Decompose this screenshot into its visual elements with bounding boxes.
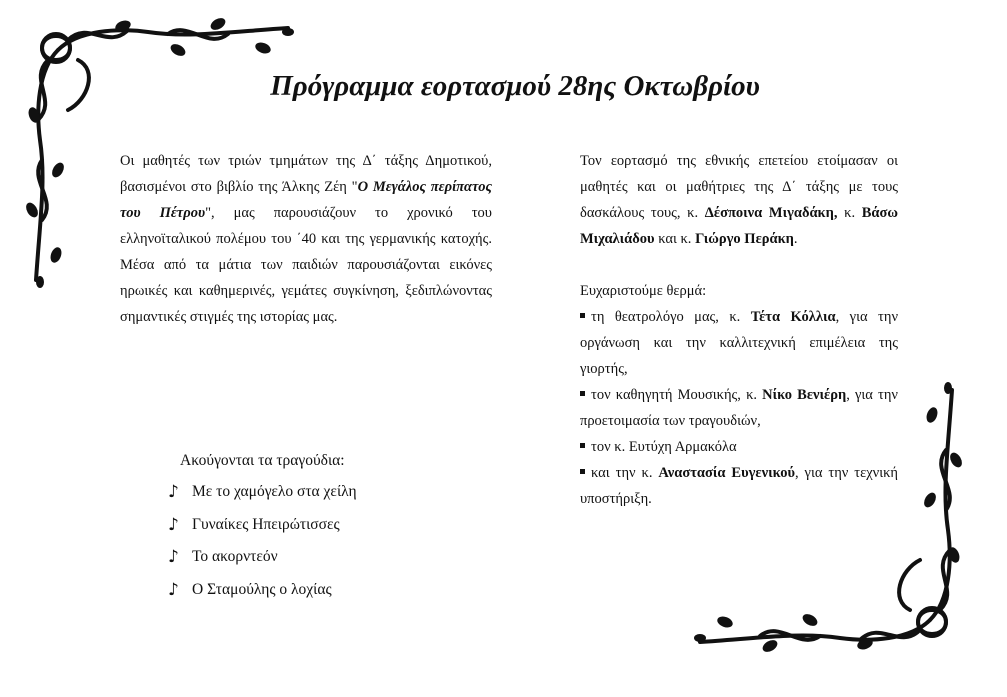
intro-text-1: Οι μαθητές των τριών τμημάτων της Δ΄ τάξης Δημοτικού, βασισμένοι στο βιβλίο της Άλκης Ζέη " [120,153,492,195]
teacher-name: Γιώργο Περάκη [695,231,794,247]
thanks-item: τον κ. Ευτύχη Αρμακόλα [580,434,898,460]
thanks-item: τον καθηγητή Μουσικής, κ. Νίκο Βενιέρη, για την προετοιμασία των τραγουδιών, [580,387,898,429]
bullet-icon [580,391,585,396]
songs-header: Ακούγονται τα τραγούδια: [180,452,345,469]
song-item: ♪ Γυναίκες Ηπειρώτισσες [168,509,357,542]
music-note-icon: ♪ [168,547,179,567]
page-title: Πρόγραμμα εορτασμού 28ης Οκτωβρίου [270,70,760,102]
thanks-item: τη θεατρολόγο μας, κ. Τέτα Κόλλια, για την οργάνωση και την καλλιτεχνική επιμέλεια της γιορτής, [580,309,898,377]
book-title: Ο Μεγάλος περίπατος του Πέτρου [120,179,492,221]
intro-paragraph [120,148,492,330]
credits-column [580,148,898,512]
teacher-name: Βάσω Μιχαλιάδου [580,205,898,247]
bullet-icon [580,313,585,318]
bullet-icon [580,443,585,448]
thanks-item: και την κ. Αναστασία Ευγενικού, για την τεχνική υποστήριξη. [580,465,899,507]
organizers-paragraph: Τον εορτασμό της εθνικής επετείου ετοίμασαν οι μαθητές και οι μαθήτριες της Δ΄ τάξης με τους δασκάλους τους, κ. Δέσποινα Μιγαδάκη, κ. Βάσω Μιχαλιάδου και κ. Γιώργο Περάκη. [580,153,898,247]
songs-list [168,446,357,606]
bullet-icon [580,469,585,474]
music-note-icon: ♪ [168,514,179,535]
song-item: ♪ Με το χαμόγελο στα χείλη [168,476,357,509]
intro-text-2: ", μας παρουσιάζουν το χρονικό του ελληνοϊταλικού πολέμου του ΄40 και της γερμανικής κατοχής. Μέσα από τα μάτια των παιδιών παρουσιάζονται εικόνες ηρωικές και καθημερινές, γεμάτες συγκίνηση, ξεδιπλώνοντας σημαντικές στιγμές της ιστορίας μας. [120,205,492,325]
music-note-icon: ♪ [168,482,179,502]
music-note-icon: ♪ [168,579,179,600]
teacher-name: Δέσποινα Μιγαδάκη, [704,205,838,221]
song-item: ♪ Ο Σταμούλης ο λοχίας [168,574,357,607]
thanks-header: Ευχαριστούμε θερμά: [580,283,707,299]
song-item: ♪ Το ακορντεόν [168,541,357,574]
